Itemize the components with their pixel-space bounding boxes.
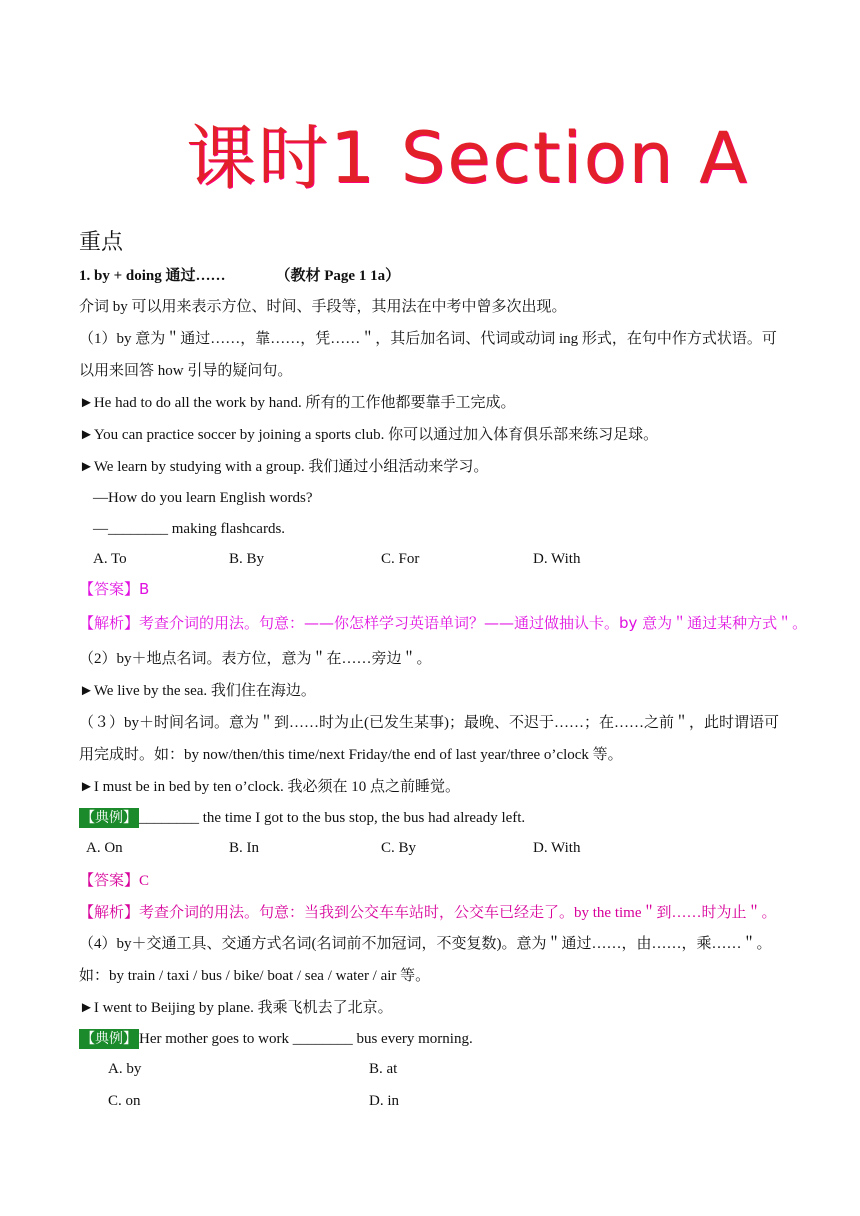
q1-analysis: 【解析】考查介词的用法。句意：——你怎样学习英语单词？——通过做抽认卡。by 意为＂通过某种方式＂。 <box>79 614 808 632</box>
example-sentence-3: ►We learn by studying with a group. 我们通过小组活动来学习。 <box>79 459 489 475</box>
q2-option-c: C. By <box>381 840 417 856</box>
example-tag: 【典例】 <box>81 810 137 826</box>
q2-answer: 【答案】C <box>79 873 150 889</box>
point-title-text: 1. by + doing 通过…… <box>79 268 226 284</box>
usage-4-line1: （4）by＋交通工具、交通方式名词(名词前不加冠词，不变复数)。意为＂通过……，由……，乘……＂。 <box>79 936 772 952</box>
usage-4-line2: 如：by train / taxi / bus / bike/ boat / sea / water / air 等。 <box>79 968 431 984</box>
question-1-line1: —How do you learn English words? <box>93 490 313 506</box>
q2-option-b: B. In <box>229 840 259 856</box>
example-sentence-2: ►You can practice soccer by joining a sports club. 你可以通过加入体育俱乐部来练习足球。 <box>79 427 659 443</box>
question-3 <box>79 1029 473 1049</box>
example-sentence-6: ►I went to Beijing by plane. 我乘飞机去了北京。 <box>79 1000 393 1016</box>
q1-option-b: B. By <box>229 551 265 567</box>
q1-option-d: D. With <box>533 551 581 567</box>
q3-option-d: D. in <box>369 1093 399 1109</box>
example-sentence-5: ►I must be in bed by ten o’clock. 我必须在 10 点之前睡觉。 <box>79 779 461 795</box>
textbook-ref: （教材 Page 1 1a） <box>275 268 401 284</box>
q3-option-c: C. on <box>108 1093 141 1109</box>
usage-2: （2）by＋地点名词。表方位，意为＂在……旁边＂。 <box>79 651 432 667</box>
usage-3-line1: （３）by＋时间名词。意为＂到……时为止(已发生某事)；最晚、不迟于……；在……之前＂，此时谓语可 <box>79 715 779 731</box>
q3-option-b: B. at <box>369 1061 398 1077</box>
question-2 <box>79 808 525 828</box>
example-sentence-1: ►He had to do all the work by hand. 所有的工作他都要靠手工完成。 <box>79 395 516 411</box>
example-sentence-4: ►We live by the sea. 我们住在海边。 <box>79 683 316 699</box>
q1-option-c: C. For <box>381 551 420 567</box>
example-tag: 【典例】 <box>81 1031 137 1047</box>
intro-text: 介词 by 可以用来表示方位、时间、手段等，其用法在中考中曾多次出现。 <box>79 299 567 315</box>
question-1-line2: —________ making flashcards. <box>93 521 286 537</box>
point-title <box>79 266 400 286</box>
q1-option-a: A. To <box>93 551 127 567</box>
q2-analysis: 【解析】考查介词的用法。句意：当我到公交车车站时，公交车已经走了。by the time＂到……时为止＂。 <box>79 905 777 921</box>
question-3-text: Her mother goes to work ________ bus every morning. <box>139 1031 473 1047</box>
q3-option-a: A. by <box>108 1061 142 1077</box>
usage-1-line1: （1）by 意为＂通过……，靠……，凭……＂，其后加名词、代词或动词 ing 形式，在句中作方式状语。可 <box>79 331 777 347</box>
usage-3-line2: 用完成时。如：by now/then/this time/next Friday/the end of last year/three o’clock 等。 <box>79 747 623 763</box>
key-points-heading: 重点 <box>79 229 124 254</box>
usage-1-line2: 以用来回答 how 引导的疑问句。 <box>79 363 293 379</box>
question-2-text: ________ the time I got to the bus stop, the bus had already left. <box>139 810 526 826</box>
q2-option-a: A. On <box>86 840 123 856</box>
section-banner: 课时1 Section A <box>186 117 749 199</box>
q1-answer: 【答案】B <box>79 580 150 598</box>
q2-option-d: D. With <box>533 840 581 856</box>
